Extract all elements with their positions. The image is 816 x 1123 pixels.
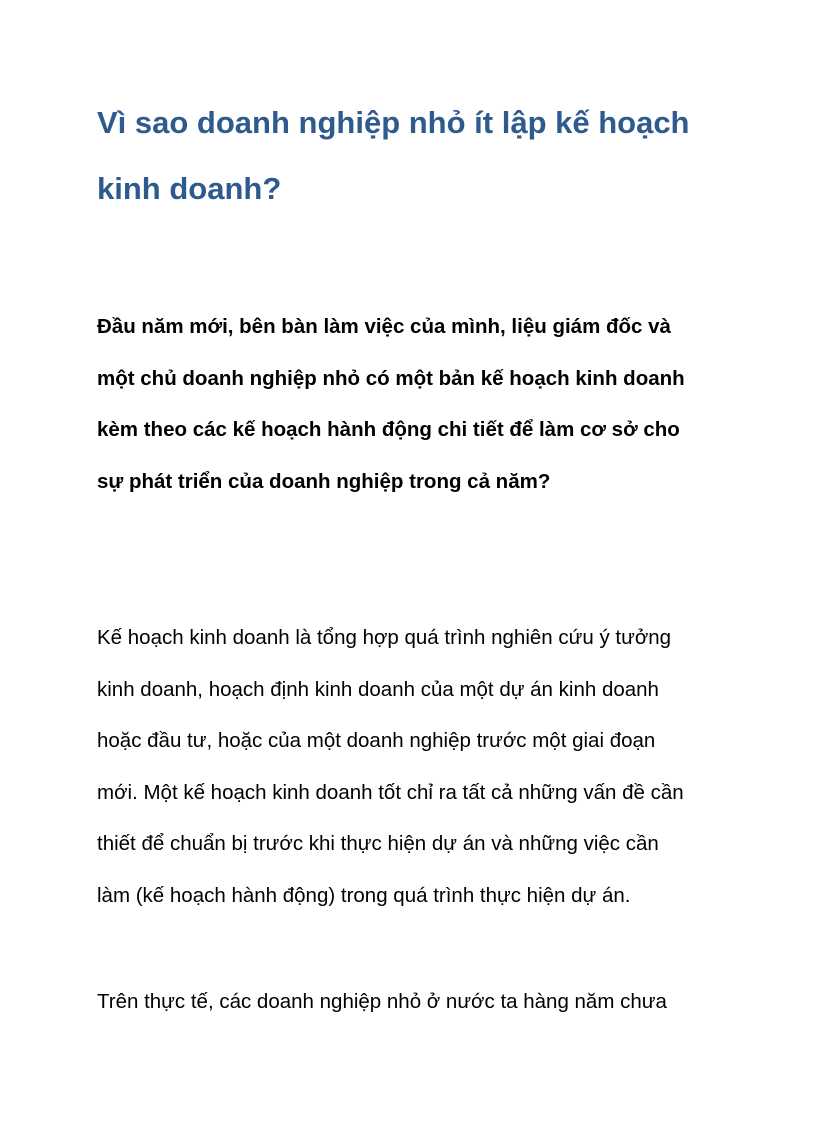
body-line: Kế hoạch kinh doanh là tổng hợp quá trình nghiên cứu ý tưởng — [97, 626, 672, 649]
body-line: Trên thực tế, các doanh nghiệp nhỏ ở nước ta hàng năm chưa — [97, 990, 667, 1013]
lead-line: kèm theo các kế hoạch hành động chi tiết để làm cơ sở cho — [97, 418, 680, 441]
article-title — [97, 90, 757, 222]
lead-line: một chủ doanh nghiệp nhỏ có một bản kế hoạch kinh doanh — [97, 366, 685, 390]
body-paragraph-1 — [97, 612, 747, 922]
body-line: làm (kế hoạch hành động) trong quá trình thực hiện dự án. — [97, 883, 631, 907]
body-line: kinh doanh, hoạch định kinh doanh của một dự án kinh doanh — [97, 677, 659, 701]
lead-paragraph — [97, 301, 737, 507]
body-paragraph-2 — [97, 976, 747, 1028]
body-line: hoặc đầu tư, hoặc của một doanh nghiệp trước một giai đoạn — [97, 729, 656, 753]
body-line: mới. Một kế hoạch kinh doanh tốt chỉ ra tất cả những vấn đề cần — [97, 780, 684, 804]
lead-line: Đầu năm mới, bên bàn làm việc của mình, liệu giám đốc và — [97, 315, 671, 338]
title-line: Vì sao doanh nghiệp nhỏ ít lập kế hoạch — [97, 105, 690, 140]
title-line: kinh doanh? — [97, 171, 282, 206]
lead-line: sự phát triển của doanh nghiệp trong cả năm? — [97, 469, 551, 493]
body-line: thiết để chuẩn bị trước khi thực hiện dự án và những việc cần — [97, 832, 659, 856]
